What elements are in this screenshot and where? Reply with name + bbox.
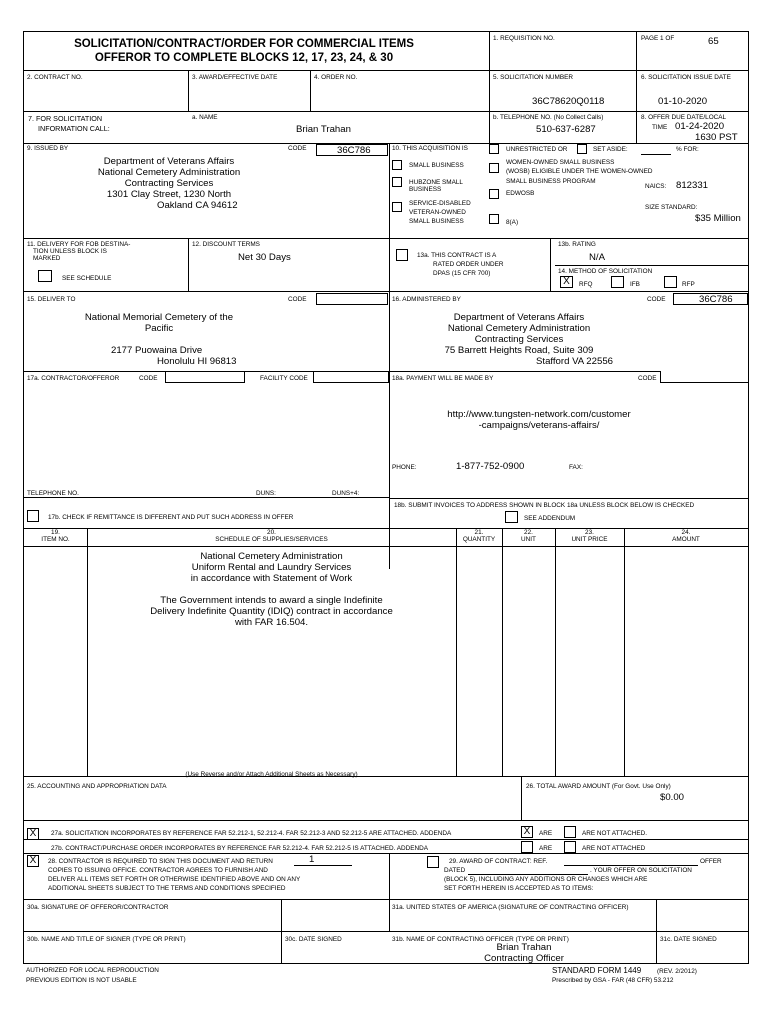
issue-date: 01-10-2020 xyxy=(658,96,708,107)
27b-are-not-checkbox[interactable] xyxy=(564,841,576,853)
wosb-checkbox[interactable] xyxy=(489,163,499,173)
rfq-label: RFQ xyxy=(579,281,593,288)
delivery-label-3: MARKED xyxy=(33,255,61,262)
rule xyxy=(188,238,189,291)
percent-for-label: % FOR: xyxy=(676,146,699,153)
wosb-label-3: SMALL BUSINESS PROGRAM xyxy=(506,178,596,185)
naics-code: 812331 xyxy=(676,180,709,191)
form-subtitle: OFFEROR TO COMPLETE BLOCKS 12, 17, 23, 24, & 30 xyxy=(94,52,394,64)
offer-due-time: 1630 PST xyxy=(695,132,738,143)
contact-name: Brian Trahan xyxy=(296,124,351,135)
rule xyxy=(24,853,748,854)
footer-standard-form: STANDARD FORM 1449 xyxy=(552,966,642,975)
issued-line-5: Oakland CA 94612 xyxy=(157,200,238,211)
copies-count: 1 xyxy=(309,854,315,865)
27a-are-label: ARE xyxy=(539,830,553,837)
col-item-num: 19. xyxy=(51,529,60,536)
wosb-label-1: WOMEN-OWNED SMALL BUSINESS xyxy=(506,159,615,166)
rule xyxy=(389,853,390,931)
rule xyxy=(656,931,657,963)
total-award-amount: $0.00 xyxy=(660,792,685,803)
rating-label: 13b. RATING xyxy=(558,241,596,248)
solicitation-number-label: 5. SOLICITATION NUMBER xyxy=(493,74,574,81)
duns4-label: DUNS+4: xyxy=(332,490,360,497)
clause-29-line-1: 29. AWARD OF CONTRACT: REF. xyxy=(449,858,548,865)
size-standard: $35 Million xyxy=(695,213,741,224)
edwosb-checkbox[interactable] xyxy=(489,189,499,199)
rated-label-2: RATED ORDER UNDER xyxy=(433,261,504,268)
sdvosb-label-2: VETERAN-OWNED xyxy=(409,209,466,216)
offer-due-label: 8. OFFER DUE DATE/LOCAL xyxy=(641,114,727,121)
ifb-label: IFB xyxy=(630,281,640,288)
col-qty-label: QUANTITY xyxy=(462,536,496,543)
info-call-label: 7. FOR SOLICITATION xyxy=(28,114,103,123)
duns-label: DUNS: xyxy=(256,490,276,497)
us-signature-label: 31a. UNITED STATES OF AMERICA (SIGNATURE OF CONTRACTING OFFICER) xyxy=(392,904,629,911)
see-addendum-label: SEE ADDENDUM xyxy=(524,515,576,522)
admin-code: 36C786 xyxy=(699,294,733,305)
footer-reproduction: AUTHORIZED FOR LOCAL REPRODUCTION xyxy=(26,967,159,974)
clause-27a: 27a. SOLICITATION INCORPORATES BY REFERENCE FAR 52.212-1, 52.212-4. FAR 52.212-3 AND 52.212-5 ARE ATTACHED. ADDENDA xyxy=(51,830,452,837)
set-aside-label: SET ASIDE: xyxy=(593,146,628,153)
contact-phone: 510-637-6287 xyxy=(536,124,596,135)
rfq-checkbox[interactable]: X xyxy=(560,276,573,288)
rule xyxy=(521,776,522,820)
schedule-line-6: Delivery Indefinite Quantity (IDIQ) contract in accordance xyxy=(150,606,393,617)
eight-a-checkbox[interactable] xyxy=(489,214,499,224)
acquisition-label: 10. THIS ACQUISITION IS xyxy=(392,145,468,152)
rated-order-checkbox[interactable] xyxy=(396,249,408,261)
clause-29-dated: DATED xyxy=(444,867,466,874)
rating-value: N/A xyxy=(589,252,605,263)
deliver-code-box xyxy=(316,293,388,305)
col-price-num: 23. xyxy=(585,529,594,536)
27a-are-not-label: ARE NOT ATTACHED. xyxy=(582,830,647,837)
col-schedule-num: 20. xyxy=(267,529,276,536)
deliver-line-4: 2177 Puowaina Drive xyxy=(111,345,203,356)
small-business-checkbox[interactable] xyxy=(392,160,402,170)
clause-28-line-2: COPIES TO ISSUING OFFICE. CONTRACTOR AGREES TO FURNISH AND xyxy=(48,867,268,874)
issued-by-label: 9. ISSUED BY xyxy=(27,145,69,152)
deliver-line-2: Pacific xyxy=(144,323,174,334)
unrestricted-label: UNRESTRICTED OR xyxy=(506,146,568,153)
rule xyxy=(550,238,551,291)
rule xyxy=(555,265,748,266)
hubzone-checkbox[interactable] xyxy=(392,177,402,187)
officer-name-label: 31b. NAME OF CONTRACTING OFFICER (TYPE OR PRINT) xyxy=(392,936,569,943)
rule xyxy=(24,899,748,900)
rule xyxy=(24,820,748,821)
payment-url-1: http://www.tungsten-network.com/customer xyxy=(447,409,631,420)
requisition-label: 1. REQUISITION NO. xyxy=(493,35,555,42)
deliver-code-label: CODE xyxy=(288,296,307,303)
discount-terms: Net 30 Days xyxy=(238,252,291,263)
naics-label: NAICS: xyxy=(645,183,667,190)
admin-code-label: CODE xyxy=(647,296,666,303)
officer-name: Brian Trahan xyxy=(496,942,552,953)
wosb-label-2: (WOSB) ELIGIBLE UNDER THE WOMEN-OWNED xyxy=(506,168,653,175)
clause-29-offer: OFFER xyxy=(700,858,722,865)
admin-line-1: Department of Veterans Affairs xyxy=(453,312,585,323)
small-business-label: SMALL BUSINESS xyxy=(409,162,464,169)
issued-line-3: Contracting Services xyxy=(124,178,214,189)
delivery-label-1: 11. DELIVERY FOR FOB DESTINA- xyxy=(27,241,131,248)
rule xyxy=(555,528,556,776)
issued-line-1: Department of Veterans Affairs xyxy=(103,156,235,167)
27b-are-checkbox[interactable] xyxy=(521,841,533,853)
facility-code-label: FACILITY CODE xyxy=(260,375,308,382)
edwosb-label: EDWOSB xyxy=(506,190,535,197)
col-unit-label: UNIT xyxy=(521,536,536,543)
deliver-line-1: National Memorial Cemetery of the xyxy=(84,312,234,323)
payment-phone-label: PHONE: xyxy=(392,464,417,471)
total-award-label: 26. TOTAL AWARD AMOUNT (For Govt. Use Only) xyxy=(526,783,671,790)
award-date-label: 3. AWARD/EFFECTIVE DATE xyxy=(192,74,278,81)
payment-label: 18a. PAYMENT WILL BE MADE BY xyxy=(392,375,494,382)
rfp-label: RFP xyxy=(682,281,695,288)
see-addendum-checkbox[interactable] xyxy=(505,511,518,523)
accounting-label: 25. ACCOUNTING AND APPROPRIATION DATA xyxy=(27,783,167,790)
hubzone-label-1: HUBZONE SMALL xyxy=(409,179,463,186)
rule xyxy=(502,528,503,776)
payment-fax-label: FAX: xyxy=(569,464,583,471)
page-label: PAGE 1 OF xyxy=(641,35,675,42)
rated-label-1: 13a. THIS CONTRACT IS A xyxy=(417,252,497,259)
rule xyxy=(389,143,390,569)
27a-checkbox[interactable]: X xyxy=(27,828,39,840)
eight-a-label: 8(A) xyxy=(506,219,519,226)
clause-29-line-4: SET FORTH HEREIN IS ACCEPTED AS TO ITEMS: xyxy=(444,885,594,892)
clause-28-line-1: 28. CONTRACTOR IS REQUIRED TO SIGN THIS DOCUMENT AND RETURN xyxy=(48,858,273,865)
28-checkbox[interactable]: X xyxy=(27,855,39,867)
clause-28-line-3: DELIVER ALL ITEMS SET FORTH OR OTHERWISE IDENTIFIED ABOVE AND ON ANY xyxy=(48,876,301,883)
discount-terms-label: 12. DISCOUNT TERMS xyxy=(192,241,260,248)
contractor-label: 17a. CONTRACTOR/OFFEROR xyxy=(27,375,120,382)
rfp-checkbox[interactable] xyxy=(664,276,677,288)
schedule-footer: (Use Reverse and/or Attach Additional Sheets as Necessary) xyxy=(185,771,358,778)
date-signed-30c-label: 30c. DATE SIGNED xyxy=(285,936,342,943)
delivery-label-2: TION UNLESS BLOCK IS xyxy=(33,248,107,255)
clause-29-line-3: (BLOCK 5), INCLUDING ANY ADDITIONS OR CHANGES WHICH ARE xyxy=(444,876,648,883)
rule xyxy=(456,528,457,776)
name-label: a. NAME xyxy=(192,114,218,121)
submit-invoices-label: 18b. SUBMIT INVOICES TO ADDRESS SHOWN IN BLOCK 18a UNLESS BLOCK BELOW IS CHECKED xyxy=(394,502,695,509)
col-schedule-label: SCHEDULE OF SUPPLIES/SERVICES xyxy=(215,536,328,543)
contractor-code-label: CODE xyxy=(139,375,158,382)
deliver-line-5: Honolulu HI 96813 xyxy=(157,356,237,367)
page-total: 65 xyxy=(708,36,719,47)
info-call-label-2: INFORMATION CALL: xyxy=(38,124,110,133)
col-amount-num: 24. xyxy=(681,529,691,536)
schedule-line-2: Uniform Rental and Laundry Services xyxy=(191,562,352,573)
footer-revision: (REV. 2/2012) xyxy=(657,968,697,975)
payment-code-label: CODE xyxy=(638,375,657,382)
payment-phone: 1-877-752-0900 xyxy=(456,461,525,472)
rule xyxy=(624,528,625,776)
27a-are-not-checkbox[interactable] xyxy=(564,826,576,838)
sdvosb-label-1: SERVICE-DISABLED xyxy=(409,200,471,207)
sdvosb-label-3: SMALL BUSINESS xyxy=(409,218,464,225)
telephone-no-label: TELEPHONE NO. xyxy=(27,490,79,497)
copies-blank xyxy=(294,865,352,866)
solicitation-number: 36C78620Q0118 xyxy=(532,96,605,107)
ifb-checkbox[interactable] xyxy=(611,276,624,288)
officer-title: Contracting Officer xyxy=(484,953,564,964)
remittance-checkbox[interactable] xyxy=(27,510,39,522)
schedule-line-1: National Cemetery Administration xyxy=(200,551,343,562)
admin-line-4: 75 Barrett Heights Road, Suite 309 xyxy=(444,345,594,356)
rule xyxy=(310,70,311,111)
offeror-signature-label: 30a. SIGNATURE OF OFFEROR/CONTRACTOR xyxy=(27,904,169,911)
sf1449-form xyxy=(23,31,749,964)
27a-are-checkbox[interactable]: X xyxy=(521,826,533,838)
payment-code-box xyxy=(660,371,748,383)
deliver-to-label: 15. DELIVER TO xyxy=(27,296,76,303)
telephone-label: b. TELEPHONE NO. (No Collect Calls) xyxy=(493,114,604,121)
schedule-line-5: The Government intends to award a single Indefinite xyxy=(160,595,383,606)
size-standard-label: SIZE STANDARD: xyxy=(645,204,698,211)
unrestricted-checkbox[interactable] xyxy=(489,144,499,154)
time-label: TIME xyxy=(652,124,668,131)
issued-code: 36C786 xyxy=(337,145,371,156)
set-aside-checkbox[interactable] xyxy=(577,144,587,154)
issued-code-label: CODE xyxy=(288,145,307,152)
contractor-code-box[interactable] xyxy=(165,371,245,383)
col-item-label: ITEM NO. xyxy=(41,536,70,543)
date-signed-31c-label: 31c. DATE SIGNED xyxy=(660,936,717,943)
admin-line-3: Contracting Services xyxy=(474,334,564,345)
hubzone-label-2: BUSINESS xyxy=(409,186,442,193)
rule xyxy=(24,546,748,547)
set-aside-blank xyxy=(641,154,671,155)
footer-previous-edition: PREVIOUS EDITION IS NOT USABLE xyxy=(26,977,137,984)
rule xyxy=(489,32,490,111)
form-title: SOLICITATION/CONTRACT/ORDER FOR COMMERCIAL ITEMS xyxy=(74,38,414,50)
rule xyxy=(636,32,637,143)
27b-are-not-label: ARE NOT ATTACHED xyxy=(582,845,646,852)
remittance-label: 17b. CHECK IF REMITTANCE IS DIFFERENT AND PUT SUCH ADDRESS IN OFFER xyxy=(48,514,294,521)
clause-27b: 27b. CONTRACT/PURCHASE ORDER INCORPORATES BY REFERENCE FAR 52.212-4. FAR 52.212-5 IS ATTACHED. ADDENDA xyxy=(51,845,429,852)
schedule-line-3: in accordance with Statement of Work xyxy=(190,573,353,584)
rule xyxy=(656,899,657,931)
rule xyxy=(389,498,748,499)
clause-28-line-4: ADDITIONAL SHEETS SUBJECT TO THE TERMS AND CONDITIONS SPECIFIED xyxy=(48,885,286,892)
issued-line-2: National Cemetery Administration xyxy=(97,167,241,178)
see-schedule-label: SEE SCHEDULE xyxy=(62,275,112,282)
see-schedule-checkbox[interactable] xyxy=(38,270,52,282)
signer-name-label: 30b. NAME AND TITLE OF SIGNER (TYPE OR PRINT) xyxy=(27,936,186,943)
col-amount-label: AMOUNT xyxy=(672,536,700,543)
payment-url-2: -campaigns/veterans-affairs/ xyxy=(478,420,600,431)
29-checkbox[interactable] xyxy=(427,856,439,868)
rule xyxy=(24,839,748,840)
rule xyxy=(24,931,748,932)
ref-blank xyxy=(564,865,698,866)
facility-code-box[interactable] xyxy=(313,371,389,383)
schedule-line-7: with FAR 16.504. xyxy=(234,617,309,628)
offer-due-date: 01-24-2020 xyxy=(675,121,725,132)
col-qty-num: 21. xyxy=(474,529,484,536)
rule xyxy=(24,238,748,239)
contract-no-label: 2. CONTRACT NO. xyxy=(27,74,83,81)
issue-date-label: 6. SOLICITATION ISSUE DATE xyxy=(641,74,731,81)
rule xyxy=(24,111,748,112)
rated-label-3: DPAS (15 CFR 700) xyxy=(433,270,491,277)
27b-are-label: ARE xyxy=(539,845,553,852)
footer-prescribed: Prescribed by GSA - FAR (48 CFR) 53.212 xyxy=(552,977,674,984)
rule xyxy=(489,111,490,143)
issued-line-4: 1301 Clay Street, 1230 North xyxy=(106,189,232,200)
admin-line-5: Stafford VA 22556 xyxy=(536,356,613,367)
col-unit-num: 22. xyxy=(524,529,533,536)
rule xyxy=(281,899,282,931)
admin-line-2: National Cemetery Administration xyxy=(447,323,591,334)
rule xyxy=(24,70,748,71)
administered-label: 16. ADMINISTERED BY xyxy=(392,296,461,303)
col-price-label: UNIT PRICE xyxy=(571,536,608,543)
method-label: 14. METHOD OF SOLICITATION xyxy=(558,268,653,275)
rule xyxy=(281,931,282,963)
order-no-label: 4. ORDER NO. xyxy=(314,74,358,81)
dated-blank xyxy=(468,874,588,875)
clause-29-your-offer: . YOUR OFFER ON SOLICITATION xyxy=(590,867,692,874)
rule xyxy=(188,70,189,111)
sdvosb-checkbox[interactable] xyxy=(392,202,402,212)
rule xyxy=(24,291,748,292)
